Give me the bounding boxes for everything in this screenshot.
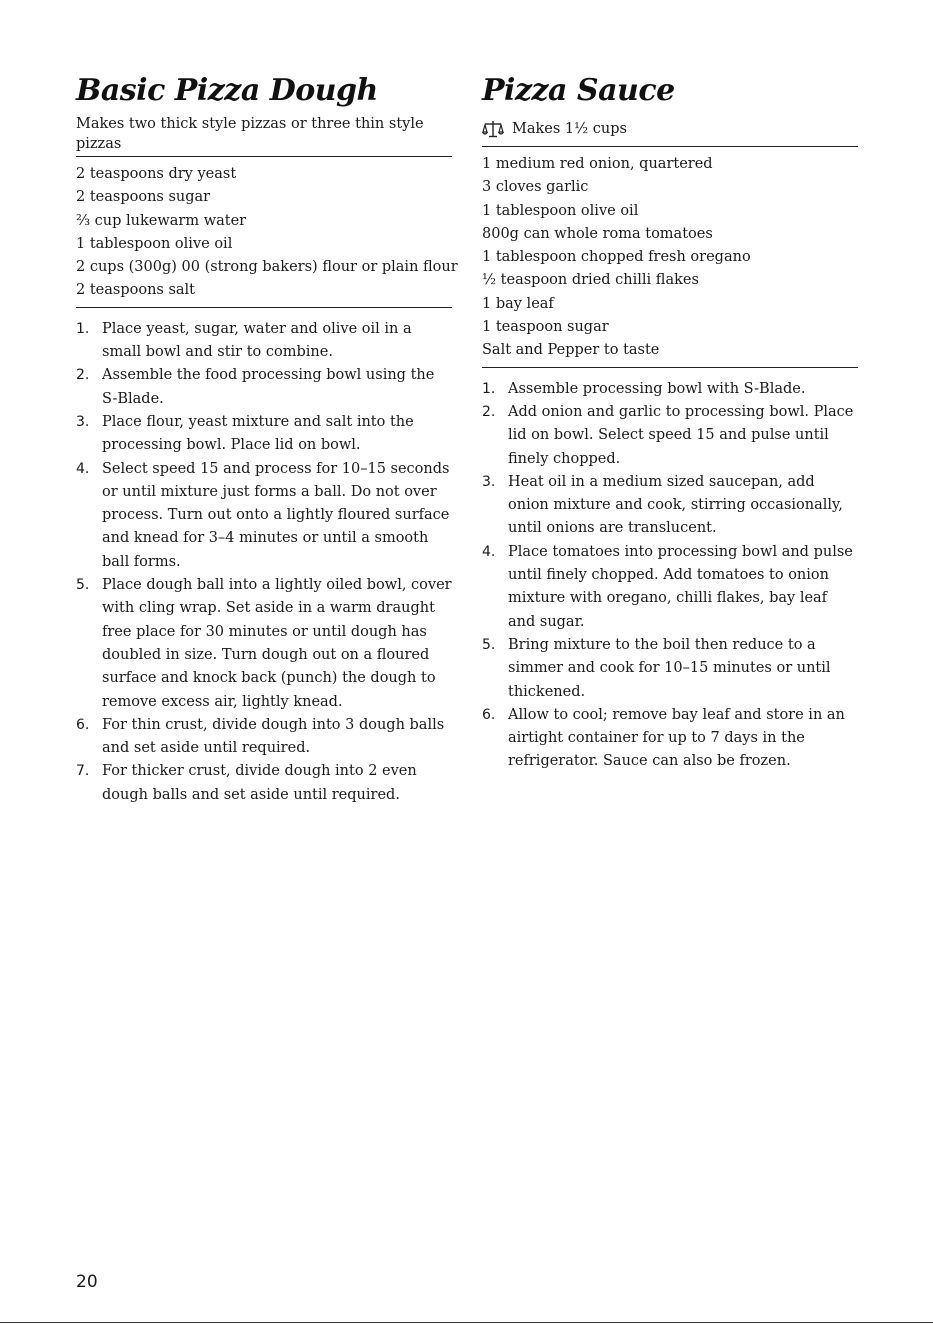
step-text: Assemble the food processing bowl using the S-Blade. xyxy=(102,367,435,407)
method-step xyxy=(482,401,858,471)
method-step xyxy=(482,471,858,541)
recipe-yield xyxy=(482,118,858,140)
scale-icon xyxy=(482,120,504,138)
ingredient-item: 2 teaspoons sugar xyxy=(76,189,211,206)
method-step xyxy=(482,634,858,704)
step-text: For thin crust, divide dough into 3 dough balls and set aside until required. xyxy=(102,716,445,757)
ingredient-item: 1 medium red onion, quartered xyxy=(482,156,713,172)
step-number: 3. xyxy=(482,473,496,490)
step-number: 4. xyxy=(482,543,496,560)
step-text: Place flour, yeast mixture and salt into the processing bowl. Place lid on bowl. xyxy=(102,413,414,454)
method-step xyxy=(76,714,452,761)
step-text: Heat oil in a medium sized saucepan, add onion mixture and cook, stirring occasionally, until onions are translucent. xyxy=(508,473,843,537)
ingredient-item: 1 bay leaf xyxy=(482,295,554,312)
recipe-title: Basic Pizza Dough xyxy=(76,73,378,108)
step-text: Bring mixture to the boil then reduce to a simmer and cook for 10–15 minutes or until thickened. xyxy=(508,636,831,700)
ingredient-item: 1 tablespoon olive oil xyxy=(76,235,233,252)
page-bottom-border xyxy=(0,1322,933,1323)
method-steps xyxy=(482,368,858,774)
ingredient-item: 1 tablespoon chopped fresh oregano xyxy=(482,249,751,266)
ingredient-item: 2 cups (300g) 00 (strong bakers) flour or plain flour xyxy=(76,259,458,276)
method-step xyxy=(76,458,452,574)
step-number: 1. xyxy=(76,320,90,337)
step-number: 2. xyxy=(76,367,90,384)
step-text: Allow to cool; remove bay leaf and store in an airtight container for up to 7 days in the refrigerator. Sauce can also be frozen. xyxy=(508,706,845,770)
step-text: Place yeast, sugar, water and olive oil in a small bowl and stir to combine. xyxy=(102,320,412,361)
method-steps xyxy=(76,308,452,807)
method-step xyxy=(76,411,452,458)
step-number: 2. xyxy=(482,403,496,420)
method-step xyxy=(76,364,452,411)
step-text: Select speed 15 and process for 10–15 seconds or until mixture just forms a ball. Do not over process. Turn out onto a lightly floured surface and knead for 3–4 minutes or until a smooth ball forms. xyxy=(102,460,450,570)
step-number: 6. xyxy=(76,716,90,733)
ingredient-item: 2 teaspoons dry yeast xyxy=(76,166,237,182)
ingredient-item: ½ teaspoon dried chilli flakes xyxy=(482,272,699,289)
step-number: 7. xyxy=(76,763,90,780)
method-step xyxy=(76,574,452,714)
ingredient-item: ⅔ cup lukewarm water xyxy=(76,212,247,229)
ingredient-list xyxy=(482,147,858,367)
step-number: 5. xyxy=(76,577,90,594)
yield-text: Makes 1½ cups xyxy=(512,121,627,137)
ingredient-item: 2 teaspoons salt xyxy=(76,282,196,299)
recipe-yield: Makes two thick style pizzas or three thin style pizzas xyxy=(76,116,424,152)
basic-pizza-dough-recipe xyxy=(76,70,458,807)
page-number: 20 xyxy=(76,1272,98,1292)
method-step xyxy=(482,704,858,774)
ingredient-item: Salt and Pepper to taste xyxy=(482,342,660,359)
step-text: For thicker crust, divide dough into 2 even dough balls and set aside until required. xyxy=(102,763,417,803)
method-step xyxy=(482,378,858,401)
step-number: 3. xyxy=(76,413,90,430)
step-number: 1. xyxy=(482,380,496,397)
ingredient-item: 1 tablespoon olive oil xyxy=(482,202,639,219)
step-text: Assemble processing bowl with S-Blade. xyxy=(508,380,806,397)
method-step xyxy=(76,760,452,807)
ingredient-item: 1 teaspoon sugar xyxy=(482,319,609,336)
pizza-sauce-recipe xyxy=(482,70,858,774)
step-text: Place dough ball into a lightly oiled bowl, cover with cling wrap. Set aside in a warm draught free place for 30 minutes or until dough has doubled in size. Turn dough out on a floured surface and knock back (punch) the dough to remove excess air, lightly knead. xyxy=(102,577,452,710)
method-step xyxy=(482,541,858,634)
step-number: 5. xyxy=(482,636,496,653)
step-text: Add onion and garlic to processing bowl. Place lid on bowl. Select speed 15 and pulse until finely chopped. xyxy=(508,403,854,467)
step-number: 6. xyxy=(482,706,496,723)
method-step xyxy=(76,318,452,365)
step-number: 4. xyxy=(76,460,90,477)
ingredient-item: 800g can whole roma tomatoes xyxy=(482,225,713,242)
ingredient-list xyxy=(76,157,458,307)
step-text: Place tomatoes into processing bowl and pulse until finely chopped. Add tomatoes to onion mixture with oregano, chilli flakes, bay leaf and sugar. xyxy=(508,543,853,630)
recipe-title: Pizza Sauce xyxy=(482,73,675,108)
ingredient-item: 3 cloves garlic xyxy=(482,179,589,196)
